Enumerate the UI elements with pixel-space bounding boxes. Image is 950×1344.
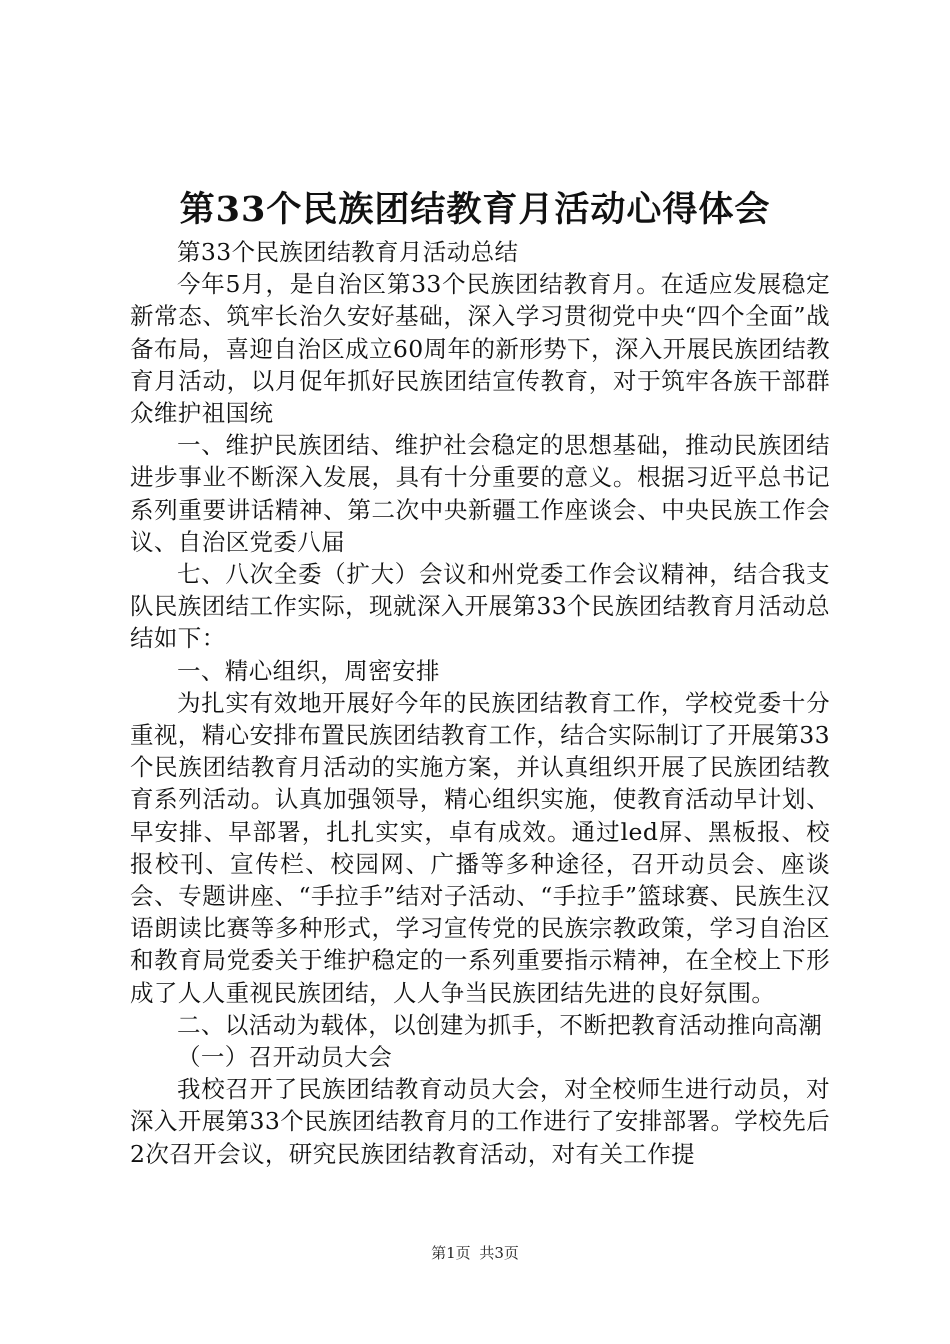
section-heading-organize: 一、精心组织，周密安排 (177, 656, 440, 685)
page-footer (0, 1243, 950, 1263)
section-heading-activities: 二、以活动为载体，以创建为抓手，不断把教育活动推向高潮 (177, 1010, 823, 1039)
document-title: 第33个民族团结教育月活动心得体会 (179, 189, 771, 230)
page-number: 第1页 (431, 1244, 471, 1262)
paragraph-mobilization-details: 我校召开了民族团结教育动员大会，对全校师生进行动员，对深入开展第33个民族团结教育月的工作进行了安排部署。学校先后2次召开会议，研究民族团结教育活动，对有关工作提 (130, 1075, 830, 1168)
paragraph-intro: 今年5月，是自治区第33个民族团结教育月。在适应发展稳定新常态、筑牢长治久安好基础，深入学习贯彻党中央“四个全面”战备布局，喜迎自治区成立60周年的新形势下，深入开展民族团结教育月活动，以月促年抓好民族团结宣传教育，对于筑牢各族干部群众维护祖国统 (130, 270, 830, 428)
document-body (130, 236, 830, 1170)
paragraph-section-1-background: 一、维护民族团结、维护社会稳定的思想基础，推动民族团结进步事业不断深入发展，具有十分重要的意义。根据习近平总书记系列重要讲话精神、第二次中央新疆工作座谈会、中央民族工作会议、自治区党委八届 (130, 431, 830, 556)
paragraph-summary-heading: 第33个民族团结教育月活动总结 (177, 238, 519, 266)
paragraph-organize-details: 为扎实有效地开展好今年的民族团结教育工作，学校党委十分重视，精心安排布置民族团结教育工作，结合实际制订了开展第33个民族团结教育月活动的实施方案，并认真组织开展了民族团结教育系列活动。认真加强领导，精心组织实施，使教育活动早计划、早安排、早部署，扎扎实实，卓有成效。通过led屏、黑板报、校报校刊、宣传栏、校园网、广播等多种途径，召开动员会、座谈会、专题讲座、“手拉手”结对子活动、“手拉手”篮球赛、民族生汉语朗读比赛等多种形式，学习宣传党的民族宗教政策，学习自治区和教育局党委关于维护稳定的一系列重要指示精神，在全校上下形成了人人重视民族团结，人人争当民族团结先进的良好氛围。 (130, 688, 830, 1007)
subsection-heading-mobilization: （一）召开动员大会 (177, 1043, 393, 1072)
page-total: 共3页 (479, 1244, 519, 1262)
paragraph-meeting-spirit: 七、八次全委（扩大）会议和州党委工作会议精神，结合我支队民族团结工作实际，现就深入开展第33个民族团结教育月活动总结如下： (130, 560, 830, 653)
